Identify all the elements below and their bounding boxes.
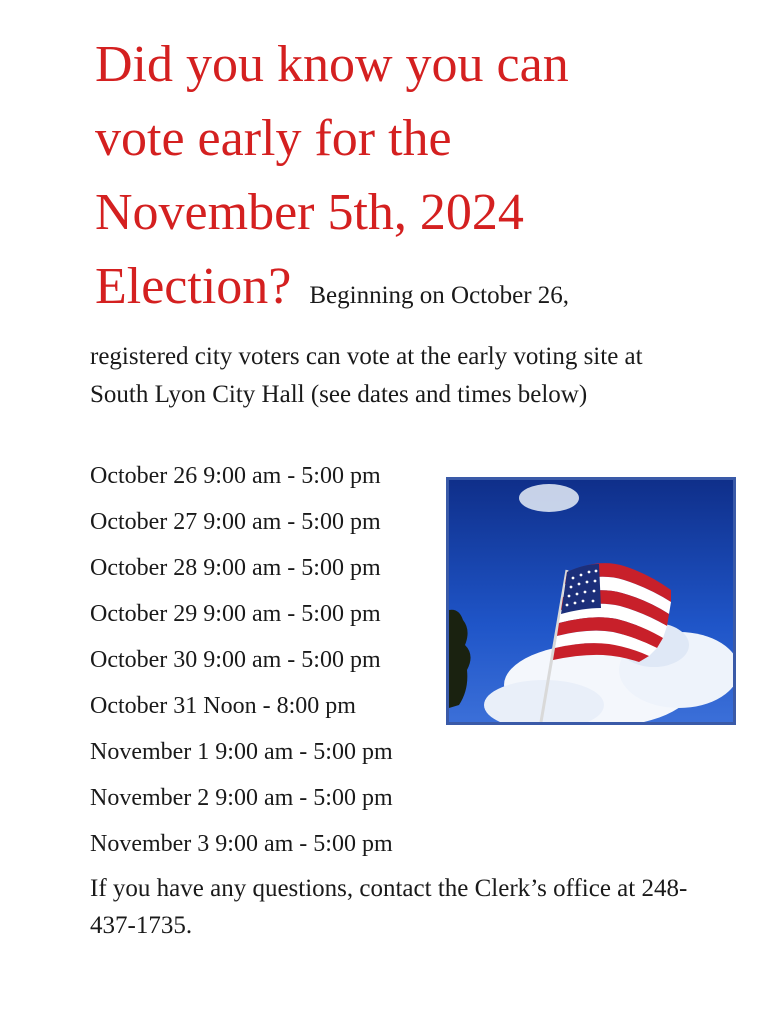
early-voting-schedule	[90, 458, 393, 872]
schedule-item: November 2 9:00 am - 5:00 pm	[90, 785, 393, 811]
schedule-item: October 27 9:00 am - 5:00 pm	[90, 509, 381, 535]
intro-inline-text: Beginning on October 26,	[309, 282, 570, 309]
intro-text: registered city voters can vote at the early voting site at South Lyon City Hall (see dates and times below)	[90, 343, 643, 408]
schedule-item: October 26 9:00 am - 5:00 pm	[90, 463, 381, 489]
schedule-item: November 1 9:00 am - 5:00 pm	[90, 739, 393, 765]
headline-line-1: Did you know you can	[95, 36, 569, 93]
schedule-item: October 31 Noon - 8:00 pm	[90, 693, 356, 719]
headline-line-4-wrap	[95, 250, 715, 333]
schedule-item: October 30 9:00 am - 5:00 pm	[90, 647, 381, 673]
schedule-item: October 29 9:00 am - 5:00 pm	[90, 601, 381, 627]
headline-line-4: Election?	[95, 258, 292, 315]
headline-line-3: November 5th, 2024	[95, 184, 524, 241]
headline	[95, 28, 715, 333]
contact-info: If you have any questions, contact the Clerk’s office at 248-437-1735.	[90, 875, 688, 939]
schedule-item: November 3 9:00 am - 5:00 pm	[90, 831, 393, 857]
schedule-item: October 28 9:00 am - 5:00 pm	[90, 555, 381, 581]
headline-line-2: vote early for the	[95, 110, 452, 167]
american-flag-photo	[446, 477, 736, 725]
flag-image-icon	[449, 480, 733, 722]
